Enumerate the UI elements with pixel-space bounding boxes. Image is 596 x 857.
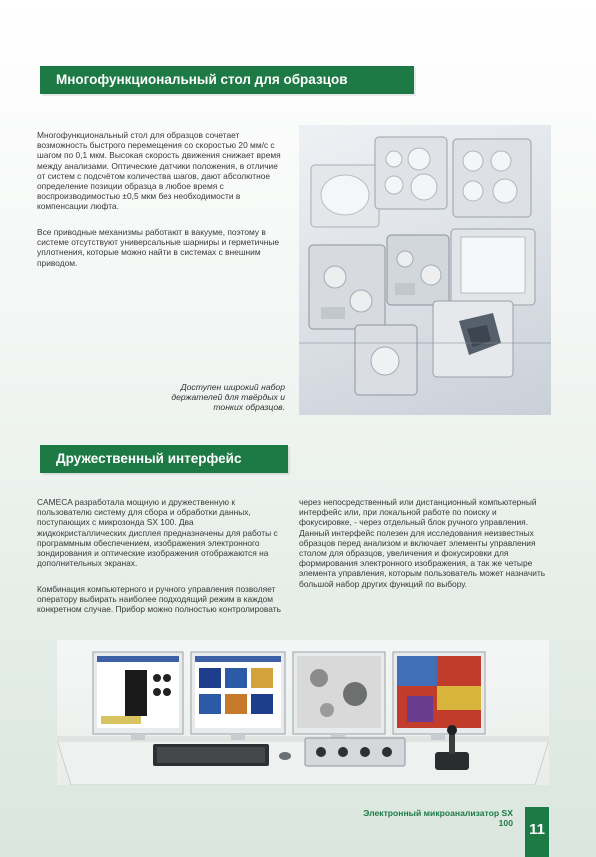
sample-holders-photo	[299, 125, 551, 415]
paragraph-interface-2: Комбинация компьютерного и ручного управления позволяет оператору выбирать наиболее подходящий режим в каждом конкретном случае. Прибор можно полностью контролировать	[37, 584, 281, 615]
paragraph-stage-1: Многофункциональный стол для образцов сочетает возможность быстрого перемещения со скоростью 20 мм/с с шагом по 0,1 мкм. Высокая скорость движения снижает время между анализами. Оптические датчики положения, в отличие от систем с подсчётом количества шагов, дают абсолютное определение позиции образца в любое время с воспроизводимостью ±0,5 мкм без необходимости в компенсации люфта.	[37, 130, 281, 212]
paragraph-interface-1: CAMECA разработала мощную и дружественную к пользователю систему для сбора и обработки данных, поступающих с микрозонда SX 100. Два жидкокристаллических дисплея предназначены для работы с программным обеспечением, изображения электронного зондирования и оптические изображения отображаются на дополнительных экранах.	[37, 497, 278, 569]
workstation-photo	[57, 640, 549, 785]
photo-caption: Доступен широкий набор держателей для твёрдых и тонких образцов.	[171, 382, 285, 413]
footer-title: Электронный микроанализатор SX 100	[363, 808, 513, 828]
page-number: 11	[525, 807, 549, 857]
paragraph-interface-3: через непосредственный или дистанционный компьютерный интерфейс или, при локальной работе по поиску и фокусировке, - через отдельный блок ручного управления. Данный интерфейс полезен для исследования неизвестных образцов перед анализом и включает элементы управления столом для образцов, увеличения и фокусировки для формирования электронного изображения, а так же четыре элемента управления, которым пользователь может назначить большой набор других функций по выбору.	[299, 497, 546, 589]
paragraph-stage-2: Все приводные механизмы работают в вакууме, поэтому в системе отсутствуют универсальные шарниры и герметичные уплотнения, которые можно найти в системах с внешним приводом.	[37, 227, 279, 268]
section-title-interface: Дружественный интерфейс	[40, 445, 288, 473]
section-title-sample-stage: Многофункциональный стол для образцов	[40, 66, 414, 94]
